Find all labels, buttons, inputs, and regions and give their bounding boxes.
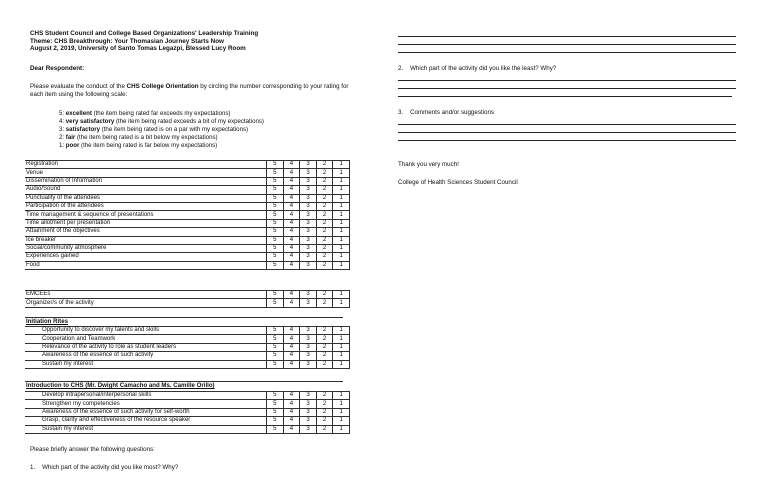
- rating-option-5[interactable]: 5: [267, 228, 284, 236]
- rating-option-3[interactable]: 3: [300, 343, 317, 351]
- answer-line[interactable]: [398, 52, 736, 53]
- scale-term: fair: [65, 134, 76, 141]
- rating-option-2[interactable]: 2: [316, 352, 333, 360]
- scale-description: (the item being rated is far below my expectations): [79, 142, 218, 149]
- rating-option-4[interactable]: 4: [283, 169, 300, 177]
- rating-option-2[interactable]: 2: [316, 186, 333, 194]
- rating-option-1[interactable]: 1: [333, 327, 350, 335]
- rating-item-label: Dissemination of Information: [25, 177, 267, 185]
- rating-item-label: Grasp, clarity and effectiveness of the resource speaker: [25, 417, 267, 425]
- rating-option-2[interactable]: 2: [316, 343, 333, 351]
- rating-option-3[interactable]: 3: [300, 352, 317, 360]
- rating-option-1[interactable]: 1: [333, 186, 350, 194]
- scale-term: very satisfactory: [65, 118, 115, 125]
- rating-row: [25, 253, 349, 261]
- rating-option-4[interactable]: 4: [283, 261, 300, 269]
- rating-row: [25, 417, 349, 425]
- rating-row: [25, 161, 349, 169]
- rating-option-5[interactable]: 5: [267, 194, 284, 202]
- intro-table: [25, 391, 350, 434]
- rating-row: [25, 425, 349, 433]
- scale-number: 1:: [59, 142, 65, 149]
- rating-option-3[interactable]: 3: [300, 425, 317, 433]
- answer-line[interactable]: [398, 36, 736, 37]
- question-1-text: Which part of the activity did you like most? Why?: [42, 464, 179, 471]
- answer-line[interactable]: [398, 88, 736, 89]
- instructions-part1: Please evaluate the conduct of the: [30, 83, 127, 90]
- rating-option-2[interactable]: 2: [316, 425, 333, 433]
- rating-option-4[interactable]: 4: [283, 244, 300, 252]
- rating-item-label: Relevance of the activity to role as student leaders: [25, 343, 267, 351]
- rating-option-4[interactable]: 4: [283, 161, 300, 169]
- scale-description: (the item being rated is a bit below my expectations): [75, 134, 218, 141]
- rating-option-5[interactable]: 5: [267, 161, 284, 169]
- rating-option-4[interactable]: 4: [283, 202, 300, 210]
- rating-option-4[interactable]: 4: [283, 417, 300, 425]
- rating-option-3[interactable]: 3: [300, 335, 317, 343]
- rating-option-5[interactable]: 5: [267, 253, 284, 261]
- rating-option-2[interactable]: 2: [316, 194, 333, 202]
- rating-option-4[interactable]: 4: [283, 211, 300, 219]
- rating-option-1[interactable]: 1: [333, 299, 350, 307]
- rating-row: [25, 186, 349, 194]
- rating-item-label: Venue: [25, 169, 267, 177]
- rating-row: [25, 408, 349, 416]
- rating-item-label: Registration: [25, 161, 267, 169]
- rating-option-2[interactable]: 2: [316, 291, 333, 299]
- people-items-table: [25, 290, 350, 308]
- rating-option-5[interactable]: 5: [267, 343, 284, 351]
- rating-option-2[interactable]: 2: [316, 417, 333, 425]
- rating-option-1[interactable]: 1: [333, 408, 350, 416]
- rating-row: [25, 335, 349, 343]
- council-signature: College of Health Sciences Student Council: [398, 179, 518, 186]
- rating-item-label: Attainment of the objectives: [25, 228, 267, 236]
- question-3: [398, 109, 494, 116]
- answer-line[interactable]: [398, 124, 736, 125]
- rating-option-4[interactable]: 4: [283, 425, 300, 433]
- question-1-number: 1.: [30, 464, 36, 471]
- rating-option-1[interactable]: 1: [333, 244, 350, 252]
- rating-option-4[interactable]: 4: [283, 400, 300, 408]
- rating-option-1[interactable]: 1: [333, 335, 350, 343]
- instructions-part2: by circling the number corresponding to your rating for each item using the following scale:: [30, 83, 349, 98]
- rating-option-2[interactable]: 2: [316, 360, 333, 368]
- rating-option-5[interactable]: 5: [267, 360, 284, 368]
- rating-item-label: Awareness of the essence of such activity for self-worth: [25, 408, 267, 416]
- rating-option-3[interactable]: 3: [300, 261, 317, 269]
- rating-option-3[interactable]: 3: [300, 327, 317, 335]
- rating-option-3[interactable]: 3: [300, 299, 317, 307]
- rating-row: [25, 343, 349, 351]
- rating-row: [25, 327, 349, 335]
- rating-item-label: Strengthen my competencies: [25, 400, 267, 408]
- rating-option-3[interactable]: 3: [300, 211, 317, 219]
- rating-option-4[interactable]: 4: [283, 186, 300, 194]
- question-2: [398, 65, 556, 72]
- rating-option-5[interactable]: 5: [267, 400, 284, 408]
- rating-option-2[interactable]: 2: [316, 408, 333, 416]
- rating-option-4[interactable]: 4: [283, 408, 300, 416]
- rating-option-3[interactable]: 3: [300, 228, 317, 236]
- scale-term: poor: [65, 142, 80, 149]
- rating-item-label: Social/community atmosphere: [25, 244, 267, 252]
- rating-option-1[interactable]: 1: [333, 417, 350, 425]
- header-title: CHS Student Council and College Based Organizations' Leadership Training: [30, 30, 259, 37]
- rating-option-4[interactable]: 4: [283, 335, 300, 343]
- rating-option-3[interactable]: 3: [300, 392, 317, 400]
- rating-option-1[interactable]: 1: [333, 177, 350, 185]
- rating-option-4[interactable]: 4: [283, 236, 300, 244]
- rating-option-3[interactable]: 3: [300, 219, 317, 227]
- rating-option-2[interactable]: 2: [316, 244, 333, 252]
- rating-option-2[interactable]: 2: [316, 169, 333, 177]
- rating-option-1[interactable]: 1: [333, 352, 350, 360]
- rating-row: [25, 219, 349, 227]
- rating-item-label: Opportunity to discover my talents and skills: [25, 327, 267, 335]
- rating-item-label: Experiences gained: [25, 253, 267, 261]
- rating-row: [25, 228, 349, 236]
- rating-option-3[interactable]: 3: [300, 417, 317, 425]
- rating-option-1[interactable]: 1: [333, 211, 350, 219]
- rating-option-5[interactable]: 5: [267, 186, 284, 194]
- rating-option-1[interactable]: 1: [333, 236, 350, 244]
- rating-option-2[interactable]: 2: [316, 392, 333, 400]
- header-theme: Theme: CHS Breakthrough: Your Thomasian Journey Starts Now: [30, 37, 224, 45]
- rating-option-5[interactable]: 5: [267, 169, 284, 177]
- rating-option-2[interactable]: 2: [316, 400, 333, 408]
- rating-row: [25, 261, 349, 269]
- rating-item-label: Time allotment per presentation: [25, 219, 267, 227]
- rating-item-label: Time management & sequence of presentations: [25, 211, 267, 219]
- rating-option-1[interactable]: 1: [333, 219, 350, 227]
- rating-option-4[interactable]: 4: [283, 327, 300, 335]
- rating-option-2[interactable]: 2: [316, 299, 333, 307]
- rating-option-1[interactable]: 1: [333, 291, 350, 299]
- answer-line[interactable]: [398, 80, 736, 81]
- rating-scale: [59, 110, 264, 150]
- section-divider: [25, 317, 343, 318]
- rating-option-3[interactable]: 3: [300, 408, 317, 416]
- rating-option-3[interactable]: 3: [300, 291, 317, 299]
- answer-line[interactable]: [398, 96, 732, 97]
- rating-option-3[interactable]: 3: [300, 400, 317, 408]
- rating-option-3[interactable]: 3: [300, 161, 317, 169]
- rating-option-5[interactable]: 5: [267, 211, 284, 219]
- rating-row: [25, 392, 349, 400]
- rating-option-3[interactable]: 3: [300, 177, 317, 185]
- rating-option-2[interactable]: 2: [316, 161, 333, 169]
- rating-option-1[interactable]: 1: [333, 343, 350, 351]
- rating-option-4[interactable]: 4: [283, 360, 300, 368]
- rating-row: [25, 360, 349, 368]
- rating-item-label: Awareness of the essence of such activity: [25, 352, 267, 360]
- header-date-venue: August 2, 2019, University of Santo Tomas Legazpi, Blessed Lucy Room: [30, 45, 246, 53]
- rating-item-label: Develop intrapersonal/interpersonal skills: [25, 392, 267, 400]
- general-items-table: [25, 160, 350, 270]
- scale-description: (the item being rated exceeds a bit of my expectations): [114, 118, 264, 125]
- scale-item: [59, 142, 264, 150]
- answer-line[interactable]: [398, 44, 736, 45]
- rating-item-label: Participation of the attendees: [25, 202, 267, 210]
- scale-description: (the item being rated far exceeds my expectations): [91, 110, 231, 117]
- rating-option-5[interactable]: 5: [267, 261, 284, 269]
- rating-row: [25, 299, 349, 307]
- rating-option-3[interactable]: 3: [300, 169, 317, 177]
- rating-option-4[interactable]: 4: [283, 228, 300, 236]
- rating-option-5[interactable]: 5: [267, 352, 284, 360]
- question-2-text: Which part of the activity did you like the least? Why?: [410, 65, 557, 72]
- rating-option-5[interactable]: 5: [267, 299, 284, 307]
- rating-option-2[interactable]: 2: [316, 335, 333, 343]
- rating-option-3[interactable]: 3: [300, 194, 317, 202]
- rating-option-2[interactable]: 2: [316, 228, 333, 236]
- rating-option-2[interactable]: 2: [316, 327, 333, 335]
- rating-option-5[interactable]: 5: [267, 244, 284, 252]
- rating-option-4[interactable]: 4: [283, 219, 300, 227]
- rating-option-1[interactable]: 1: [333, 161, 350, 169]
- rating-option-1[interactable]: 1: [333, 228, 350, 236]
- rating-option-1[interactable]: 1: [333, 392, 350, 400]
- rating-item-label: Ice breaker: [25, 236, 267, 244]
- intro-title: Introduction to CHS (Mr. Dwight Camacho and Ms. Camille Orillo): [26, 382, 215, 389]
- rating-row: [25, 202, 349, 210]
- rating-option-1[interactable]: 1: [333, 253, 350, 261]
- scale-term: excellent: [65, 110, 92, 117]
- rating-option-1[interactable]: 1: [333, 360, 350, 368]
- scale-item: [59, 126, 264, 134]
- rating-item-label: Sustain my interest: [25, 425, 267, 433]
- scale-item: [59, 118, 264, 126]
- initiation-table: [25, 326, 350, 369]
- rating-option-5[interactable]: 5: [267, 335, 284, 343]
- rating-option-2[interactable]: 2: [316, 177, 333, 185]
- rating-option-1[interactable]: 1: [333, 169, 350, 177]
- scale-number: 5:: [59, 110, 65, 117]
- rating-option-3[interactable]: 3: [300, 360, 317, 368]
- rating-option-5[interactable]: 5: [267, 408, 284, 416]
- rating-option-5[interactable]: 5: [267, 327, 284, 335]
- rating-option-1[interactable]: 1: [333, 261, 350, 269]
- rating-row: [25, 236, 349, 244]
- scale-item: [59, 110, 264, 118]
- rating-item-label: Cooperation and Teamwork: [25, 335, 267, 343]
- brief-instruction: Please briefly answer the following questions:: [30, 446, 155, 453]
- rating-option-2[interactable]: 2: [316, 202, 333, 210]
- rating-option-3[interactable]: 3: [300, 236, 317, 244]
- rating-option-3[interactable]: 3: [300, 186, 317, 194]
- rating-option-2[interactable]: 2: [316, 253, 333, 261]
- rating-option-5[interactable]: 5: [267, 177, 284, 185]
- scale-description: (the item being rated is on a par with my expectations): [100, 126, 249, 133]
- scale-term: satisfactory: [65, 126, 101, 133]
- rating-option-4[interactable]: 4: [283, 291, 300, 299]
- rating-option-4[interactable]: 4: [283, 177, 300, 185]
- rating-item-label: Sustain my interest: [25, 360, 267, 368]
- scale-number: 4:: [59, 118, 65, 125]
- question-3-number: 3.: [398, 109, 404, 116]
- rating-option-2[interactable]: 2: [316, 219, 333, 227]
- document-header: [30, 30, 258, 53]
- question-2-number: 2.: [398, 65, 404, 72]
- rating-option-3[interactable]: 3: [300, 244, 317, 252]
- answer-line[interactable]: [398, 140, 736, 141]
- scale-number: 2:: [59, 134, 65, 141]
- rating-item-label: Organizer/s of the activity: [25, 299, 267, 307]
- rating-option-5[interactable]: 5: [267, 417, 284, 425]
- rating-option-5[interactable]: 5: [267, 219, 284, 227]
- rating-option-2[interactable]: 2: [316, 236, 333, 244]
- rating-item-label: EMCEEs: [25, 291, 267, 299]
- rating-item-label: Punctuality of the attendees: [25, 194, 267, 202]
- rating-option-1[interactable]: 1: [333, 425, 350, 433]
- rating-option-4[interactable]: 4: [283, 194, 300, 202]
- rating-row: [25, 291, 349, 299]
- rating-item-label: Food: [25, 261, 267, 269]
- rating-row: [25, 194, 349, 202]
- instructions-event: CHS College Orientation: [126, 83, 199, 90]
- rating-option-3[interactable]: 3: [300, 253, 317, 261]
- answer-line[interactable]: [398, 132, 736, 133]
- scale-item: [59, 134, 264, 142]
- rating-option-1[interactable]: 1: [333, 400, 350, 408]
- scale-number: 3:: [59, 126, 65, 133]
- rating-option-5[interactable]: 5: [267, 291, 284, 299]
- rating-option-4[interactable]: 4: [283, 253, 300, 261]
- rating-option-5[interactable]: 5: [267, 425, 284, 433]
- rating-option-5[interactable]: 5: [267, 236, 284, 244]
- rating-option-2[interactable]: 2: [316, 211, 333, 219]
- rating-item-label: Audio/Sound: [25, 186, 267, 194]
- rating-option-4[interactable]: 4: [283, 352, 300, 360]
- rating-row: [25, 169, 349, 177]
- rating-row: [25, 244, 349, 252]
- rating-option-4[interactable]: 4: [283, 343, 300, 351]
- initiation-title: Initiation Rites: [26, 318, 68, 325]
- rating-option-1[interactable]: 1: [333, 202, 350, 210]
- question-3-text: Comments and/or suggestions: [410, 109, 494, 116]
- rating-option-2[interactable]: 2: [316, 261, 333, 269]
- rating-option-5[interactable]: 5: [267, 202, 284, 210]
- greeting: Dear Respondent:: [30, 65, 85, 72]
- question-1: [30, 464, 178, 471]
- instructions: [30, 83, 350, 98]
- rating-row: [25, 177, 349, 185]
- rating-option-3[interactable]: 3: [300, 202, 317, 210]
- thank-you-text: Thank you very much!: [398, 161, 459, 168]
- rating-row: [25, 400, 349, 408]
- rating-option-5[interactable]: 5: [267, 392, 284, 400]
- rating-row: [25, 352, 349, 360]
- rating-option-1[interactable]: 1: [333, 194, 350, 202]
- rating-option-4[interactable]: 4: [283, 299, 300, 307]
- rating-option-4[interactable]: 4: [283, 392, 300, 400]
- rating-row: [25, 211, 349, 219]
